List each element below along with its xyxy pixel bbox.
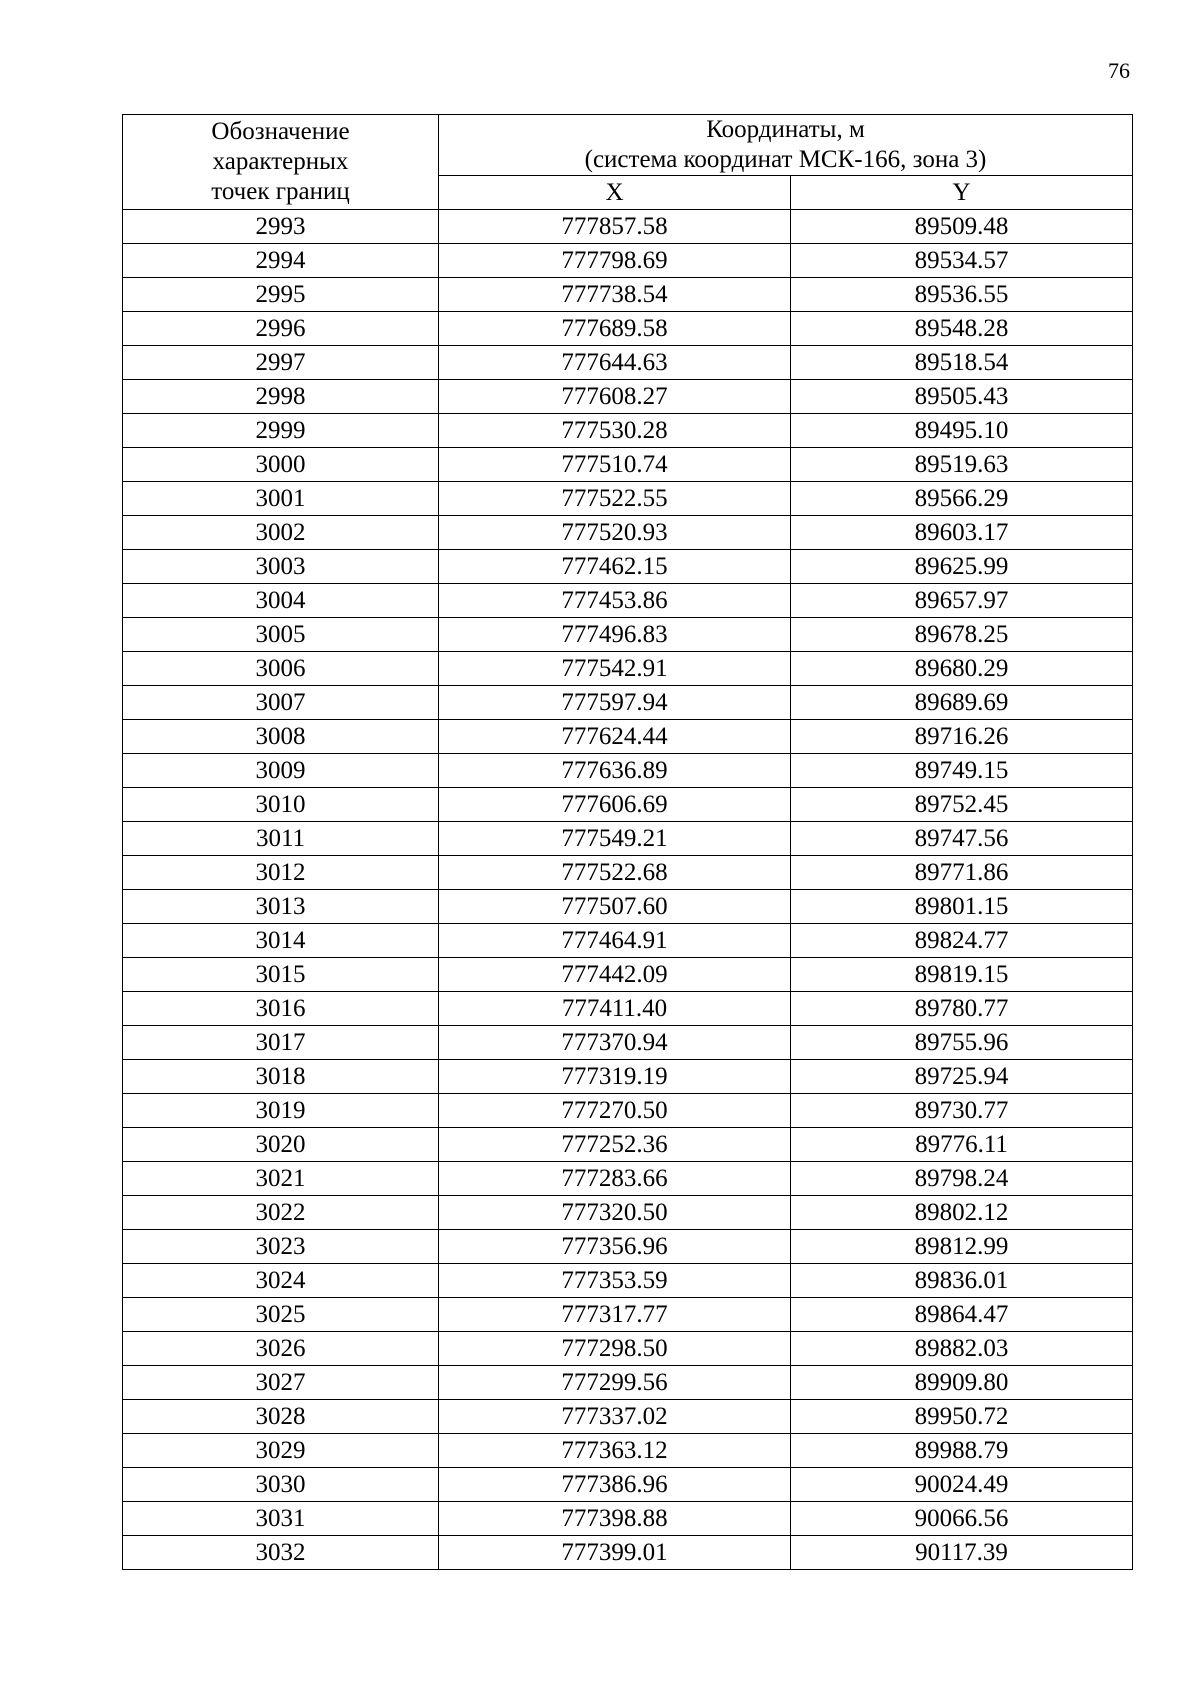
y-coordinate-cell: 89603.17 [791, 516, 1133, 550]
point-number-cell: 3011 [123, 822, 439, 856]
table-row [123, 1162, 1133, 1196]
table-row [123, 516, 1133, 550]
y-coordinate-cell: 89566.29 [791, 482, 1133, 516]
y-coordinate-cell: 89819.15 [791, 958, 1133, 992]
table-header [123, 115, 1133, 210]
y-coordinate-cell: 89548.28 [791, 312, 1133, 346]
point-number-cell: 2996 [123, 312, 439, 346]
point-number-cell: 3015 [123, 958, 439, 992]
x-coordinate-cell: 777398.88 [439, 1502, 791, 1536]
table-row [123, 1128, 1133, 1162]
y-coordinate-cell: 89752.45 [791, 788, 1133, 822]
table-row [123, 210, 1133, 244]
table-row [123, 244, 1133, 278]
table-row [123, 550, 1133, 584]
table-row [123, 890, 1133, 924]
x-coordinate-cell: 777636.89 [439, 754, 791, 788]
table-row [123, 482, 1133, 516]
table-row [123, 1366, 1133, 1400]
x-coordinate-cell: 777738.54 [439, 278, 791, 312]
y-coordinate-cell: 89988.79 [791, 1434, 1133, 1468]
x-coordinate-cell: 777299.56 [439, 1366, 791, 1400]
x-coordinate-cell: 777542.91 [439, 652, 791, 686]
point-number-cell: 3029 [123, 1434, 439, 1468]
table-row [123, 278, 1133, 312]
table-row [123, 448, 1133, 482]
y-coordinate-cell: 89505.43 [791, 380, 1133, 414]
table-row [123, 618, 1133, 652]
x-coordinate-cell: 777353.59 [439, 1264, 791, 1298]
point-number-cell: 3028 [123, 1400, 439, 1434]
point-number-cell: 3025 [123, 1298, 439, 1332]
y-coordinate-cell: 89755.96 [791, 1026, 1133, 1060]
x-coordinate-cell: 777370.94 [439, 1026, 791, 1060]
x-coordinate-cell: 777507.60 [439, 890, 791, 924]
x-coordinate-cell: 777442.09 [439, 958, 791, 992]
x-coordinate-cell: 777857.58 [439, 210, 791, 244]
x-coordinate-cell: 777356.96 [439, 1230, 791, 1264]
x-coordinate-cell: 777252.36 [439, 1128, 791, 1162]
table-row [123, 380, 1133, 414]
x-coordinate-cell: 777597.94 [439, 686, 791, 720]
table-row [123, 1468, 1133, 1502]
point-number-cell: 2997 [123, 346, 439, 380]
x-coordinate-cell: 777689.58 [439, 312, 791, 346]
point-number-cell: 3000 [123, 448, 439, 482]
point-number-cell: 3012 [123, 856, 439, 890]
table-body [123, 210, 1133, 1570]
point-header-line-1: Обозначение [211, 118, 350, 145]
y-coordinate-cell: 89657.97 [791, 584, 1133, 618]
point-number-cell: 3010 [123, 788, 439, 822]
y-coordinate-cell: 89780.77 [791, 992, 1133, 1026]
coordinates-header-line-2: (система координат МСК-166, зона 3) [584, 146, 987, 173]
point-number-cell: 2995 [123, 278, 439, 312]
point-number-cell: 3005 [123, 618, 439, 652]
x-coordinate-cell: 777399.01 [439, 1536, 791, 1570]
x-coordinate-cell: 777530.28 [439, 414, 791, 448]
y-coordinate-cell: 89625.99 [791, 550, 1133, 584]
point-number-cell: 3002 [123, 516, 439, 550]
x-coordinate-cell: 777411.40 [439, 992, 791, 1026]
y-coordinate-cell: 89882.03 [791, 1332, 1133, 1366]
y-column-header: Y [791, 176, 1133, 210]
point-number-cell: 3031 [123, 1502, 439, 1536]
point-number-cell: 3009 [123, 754, 439, 788]
y-coordinate-cell: 89534.57 [791, 244, 1133, 278]
y-coordinate-cell: 90024.49 [791, 1468, 1133, 1502]
y-coordinate-cell: 89730.77 [791, 1094, 1133, 1128]
table-row [123, 652, 1133, 686]
y-coordinate-cell: 89836.01 [791, 1264, 1133, 1298]
point-number-cell: 3003 [123, 550, 439, 584]
table-row [123, 1094, 1133, 1128]
point-number-cell: 3021 [123, 1162, 439, 1196]
point-header-line-2: характерных [212, 148, 349, 175]
x-coordinate-cell: 777386.96 [439, 1468, 791, 1502]
table-row [123, 1332, 1133, 1366]
x-coordinate-cell: 777798.69 [439, 244, 791, 278]
y-coordinate-cell: 89909.80 [791, 1366, 1133, 1400]
table-row [123, 1434, 1133, 1468]
x-coordinate-cell: 777319.19 [439, 1060, 791, 1094]
y-coordinate-cell: 89725.94 [791, 1060, 1133, 1094]
table-row [123, 312, 1133, 346]
y-coordinate-cell: 89519.63 [791, 448, 1133, 482]
point-number-cell: 3022 [123, 1196, 439, 1230]
x-coordinate-cell: 777363.12 [439, 1434, 791, 1468]
coordinates-header-line-1: Координаты, м [706, 116, 865, 143]
point-number-cell: 3027 [123, 1366, 439, 1400]
x-coordinate-cell: 777464.91 [439, 924, 791, 958]
y-coordinate-cell: 89771.86 [791, 856, 1133, 890]
point-number-cell: 2994 [123, 244, 439, 278]
point-number-cell: 2993 [123, 210, 439, 244]
y-coordinate-cell: 89509.48 [791, 210, 1133, 244]
y-coordinate-cell: 89950.72 [791, 1400, 1133, 1434]
point-number-cell: 3007 [123, 686, 439, 720]
y-coordinate-cell: 89864.47 [791, 1298, 1133, 1332]
point-number-cell: 3024 [123, 1264, 439, 1298]
x-coordinate-cell: 777510.74 [439, 448, 791, 482]
table-row [123, 1060, 1133, 1094]
x-coordinate-cell: 777608.27 [439, 380, 791, 414]
coordinates-table [122, 114, 1133, 1570]
point-number-cell: 3004 [123, 584, 439, 618]
point-number-cell: 3020 [123, 1128, 439, 1162]
table-row [123, 924, 1133, 958]
y-coordinate-cell: 89678.25 [791, 618, 1133, 652]
y-coordinate-cell: 89518.54 [791, 346, 1133, 380]
y-coordinate-cell: 89716.26 [791, 720, 1133, 754]
table-row [123, 584, 1133, 618]
table-row [123, 720, 1133, 754]
x-coordinate-cell: 777337.02 [439, 1400, 791, 1434]
point-number-cell: 3006 [123, 652, 439, 686]
table-row [123, 1230, 1133, 1264]
table-row [123, 958, 1133, 992]
x-coordinate-cell: 777624.44 [439, 720, 791, 754]
table-row [123, 1536, 1133, 1570]
y-coordinate-cell: 89747.56 [791, 822, 1133, 856]
table-row [123, 1298, 1133, 1332]
y-coordinate-cell: 89812.99 [791, 1230, 1133, 1264]
x-coordinate-cell: 777320.50 [439, 1196, 791, 1230]
point-header-line-3: точек границ [211, 178, 350, 205]
table-row [123, 992, 1133, 1026]
x-coordinate-cell: 777520.93 [439, 516, 791, 550]
coordinates-header [439, 115, 1133, 176]
x-coordinate-cell: 777522.55 [439, 482, 791, 516]
table-row [123, 414, 1133, 448]
x-coordinate-cell: 777462.15 [439, 550, 791, 584]
x-coordinate-cell: 777522.68 [439, 856, 791, 890]
y-coordinate-cell: 90117.39 [791, 1536, 1133, 1570]
y-coordinate-cell: 89776.11 [791, 1128, 1133, 1162]
x-coordinate-cell: 777549.21 [439, 822, 791, 856]
y-coordinate-cell: 89680.29 [791, 652, 1133, 686]
table-row [123, 1264, 1133, 1298]
x-column-header: X [439, 176, 791, 210]
y-coordinate-cell: 89824.77 [791, 924, 1133, 958]
point-number-cell: 3032 [123, 1536, 439, 1570]
x-coordinate-cell: 777317.77 [439, 1298, 791, 1332]
point-number-cell: 2998 [123, 380, 439, 414]
point-number-cell: 3023 [123, 1230, 439, 1264]
x-coordinate-cell: 777270.50 [439, 1094, 791, 1128]
point-number-cell: 3018 [123, 1060, 439, 1094]
point-number-cell: 2999 [123, 414, 439, 448]
x-coordinate-cell: 777496.83 [439, 618, 791, 652]
x-coordinate-cell: 777453.86 [439, 584, 791, 618]
y-coordinate-cell: 90066.56 [791, 1502, 1133, 1536]
table-row [123, 686, 1133, 720]
y-coordinate-cell: 89689.69 [791, 686, 1133, 720]
y-coordinate-cell: 89495.10 [791, 414, 1133, 448]
point-number-cell: 3017 [123, 1026, 439, 1060]
table-row [123, 856, 1133, 890]
y-coordinate-cell: 89749.15 [791, 754, 1133, 788]
table-row [123, 1026, 1133, 1060]
x-coordinate-cell: 777283.66 [439, 1162, 791, 1196]
point-number-cell: 3013 [123, 890, 439, 924]
point-number-cell: 3008 [123, 720, 439, 754]
y-coordinate-cell: 89536.55 [791, 278, 1133, 312]
table-row [123, 346, 1133, 380]
table-row [123, 788, 1133, 822]
table-row [123, 1400, 1133, 1434]
table-row [123, 754, 1133, 788]
point-designation-header [123, 115, 439, 210]
y-coordinate-cell: 89798.24 [791, 1162, 1133, 1196]
point-number-cell: 3019 [123, 1094, 439, 1128]
table-row [123, 1196, 1133, 1230]
table-row [123, 822, 1133, 856]
point-number-cell: 3014 [123, 924, 439, 958]
x-coordinate-cell: 777644.63 [439, 346, 791, 380]
x-coordinate-cell: 777606.69 [439, 788, 791, 822]
y-coordinate-cell: 89802.12 [791, 1196, 1133, 1230]
y-coordinate-cell: 89801.15 [791, 890, 1133, 924]
point-number-cell: 3001 [123, 482, 439, 516]
point-number-cell: 3030 [123, 1468, 439, 1502]
point-number-cell: 3016 [123, 992, 439, 1026]
page-number: 76 [1108, 58, 1130, 83]
table-row [123, 1502, 1133, 1536]
point-number-cell: 3026 [123, 1332, 439, 1366]
x-coordinate-cell: 777298.50 [439, 1332, 791, 1366]
